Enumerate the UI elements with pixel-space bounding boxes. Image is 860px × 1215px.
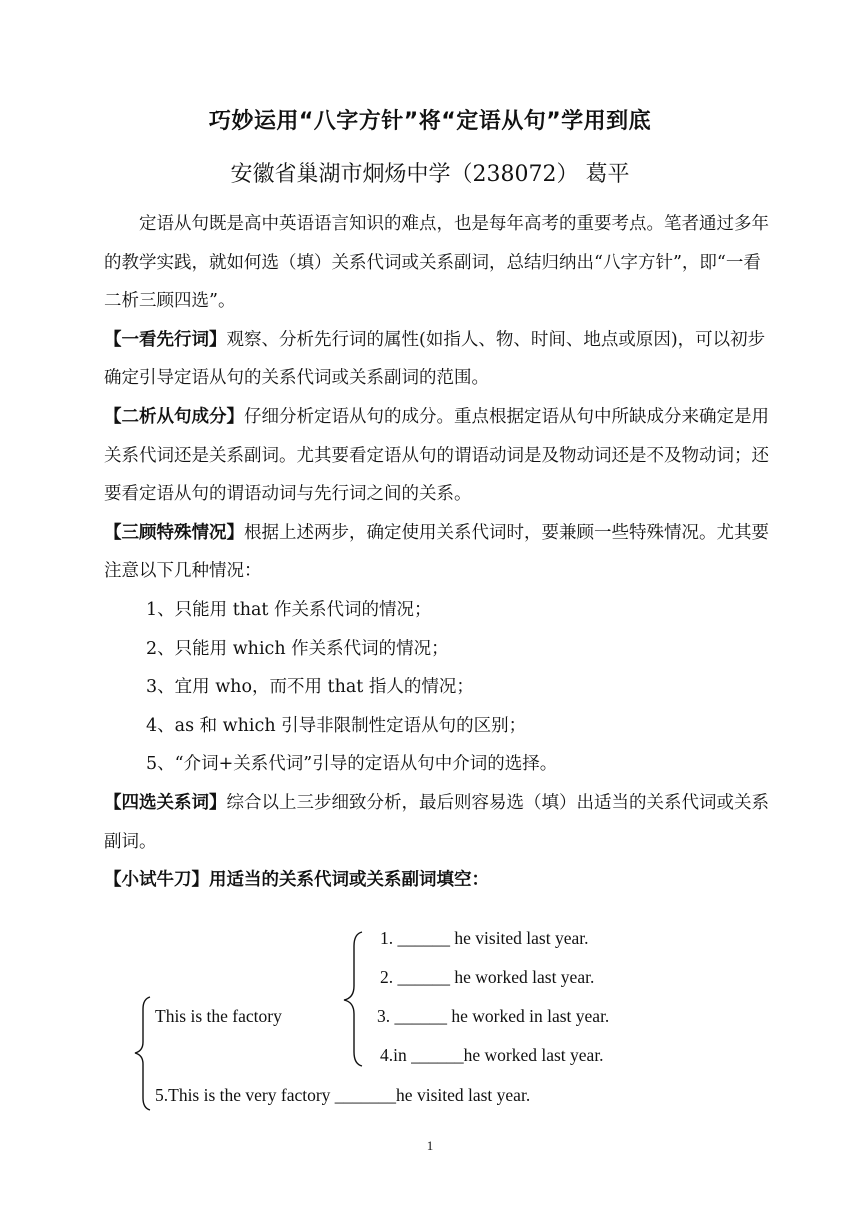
section-2-text: 仔细分析定语从句的成分。重点根据定语从句中所缺成分来确定是用关系代词还是关系副词。尤其要看定语从句的谓语动词是及物动词还是不及物动词；还要看定语从句的谓语动词与先行词之间的关系。 [104, 406, 769, 505]
exercise-option: 2. ______ he worked last year. [380, 967, 595, 987]
list-item: 4、as 和 which 引导非限制性定语从句的区别； [146, 715, 527, 736]
section-1-heading: 【一看先行词】 [104, 329, 227, 350]
section-4-text: 综合以上三步细致分析，最后则容易选（填）出适当的关系代词或关系副词。 [104, 792, 769, 852]
section-3-heading: 【三顾特殊情况】 [104, 522, 244, 543]
section-1-text: 观察、分析先行词的属性(如指人、物、时间、地点或原因)，可以初步确定引导定语从句的关系代词或关系副词的范围。 [104, 329, 766, 389]
list-item: 5、“介词+关系代词”引导的定语从句中介词的选择。 [146, 754, 558, 775]
exercise-option: 3. ______ he worked in last year. [377, 1006, 610, 1026]
section-4-heading: 【四选关系词】 [104, 792, 227, 813]
section-2 [104, 398, 776, 514]
list-item: 2、只能用 which 作关系代词的情况； [146, 638, 449, 659]
body-text [104, 205, 776, 900]
document-title: 巧妙运用“八字方针”将“定语从句”学用到底 [208, 109, 652, 134]
author-line: 安徽省巢湖市炯炀中学（238072） 葛平 [230, 162, 630, 187]
intro-paragraph: 定语从句既是高中英语语言知识的难点，也是每年高考的重要考点。笔者通过多年的教学实践，就如何选（填）关系代词或关系副词，总结归纳出“八字方针”，即“一看二析三顾四选”。 [104, 214, 769, 312]
section-3 [104, 514, 776, 591]
exercise-heading: 【小试牛刀】用适当的关系代词或关系副词填空： [104, 870, 489, 891]
section-1 [104, 321, 776, 398]
section-4 [104, 784, 776, 861]
exercise-stem: This is the factory [155, 1006, 282, 1026]
exercise-item-5: 5.This is the very factory _______he visited last year. [155, 1085, 531, 1105]
page-number: 1 [426, 1138, 434, 1153]
section-3-text: 根据上述两步，确定使用关系代词时，要兼顾一些特殊情况。尤其要注意以下几种情况： [104, 522, 769, 582]
list-item: 3、宜用 who，而不用 that 指人的情况； [146, 677, 474, 698]
section-2-heading: 【二析从句成分】 [104, 406, 244, 427]
exercise-option: 4.in ______he worked last year. [380, 1045, 604, 1065]
right-options-brace [338, 928, 368, 1068]
list-item: 1、只能用 that 作关系代词的情况； [146, 599, 432, 620]
exercise-option: 1. ______ he visited last year. [380, 928, 589, 948]
left-outer-brace [130, 994, 154, 1112]
